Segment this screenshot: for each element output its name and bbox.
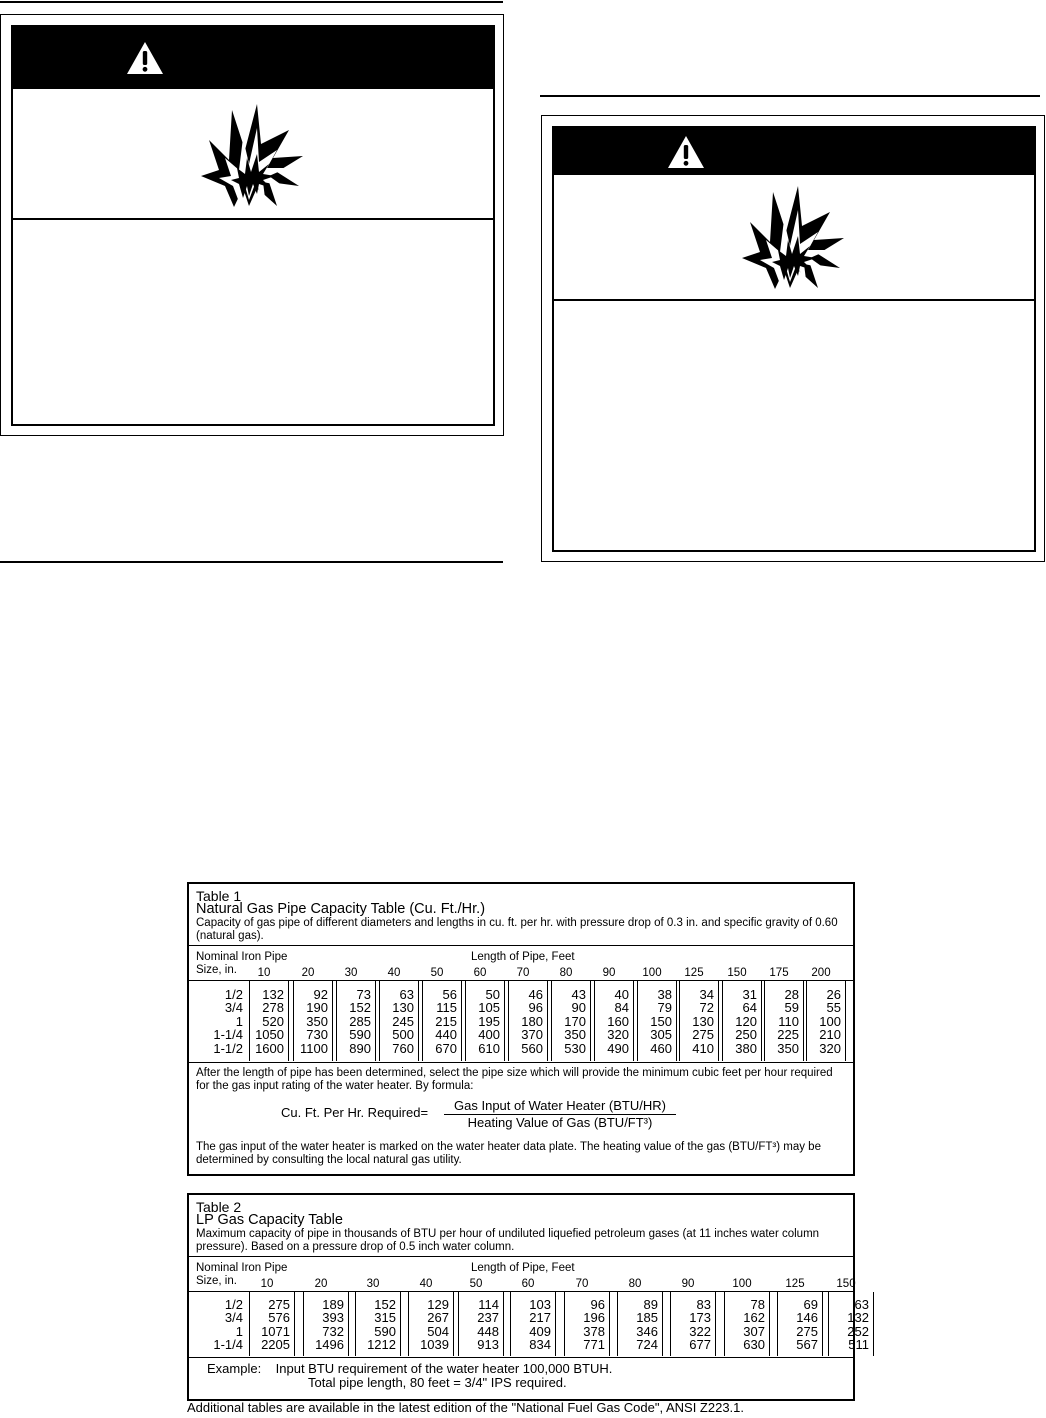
length-label: 80 bbox=[559, 967, 573, 979]
capacity-cell: 152 bbox=[349, 1000, 371, 1016]
table2-label: Table 2 bbox=[196, 1199, 242, 1215]
capacity-cell: 56 bbox=[442, 987, 457, 1002]
capacity-cell: 115 bbox=[436, 1000, 457, 1016]
pipe-size-cell: 1 bbox=[235, 1013, 243, 1029]
length-label: 125 bbox=[684, 967, 704, 979]
table2-description: Maximum capacity of pipe in thousands of BTU per hour of undiluted liquefied petroleum gases (at 11 inches water column pressure). Based on a pressure drop of 0.5 inch water column. bbox=[196, 1228, 820, 1253]
data-column bbox=[617, 1292, 663, 1356]
capacity-cell: 275 bbox=[796, 1323, 818, 1339]
capacity-cell: 64 bbox=[742, 1000, 757, 1016]
capacity-cell: 103 bbox=[529, 1297, 551, 1312]
capacity-cell: 132 bbox=[847, 1310, 869, 1326]
capacity-cell: 72 bbox=[699, 1000, 714, 1016]
capacity-cell: 63 bbox=[399, 987, 414, 1002]
capacity-cell: 237 bbox=[477, 1310, 499, 1326]
capacity-cell: 1039 bbox=[420, 1337, 449, 1353]
capacity-cell: 46 bbox=[528, 987, 543, 1002]
length-label: 40 bbox=[419, 1278, 433, 1290]
warning-header bbox=[554, 128, 1034, 175]
capacity-cell: 1212 bbox=[367, 1337, 396, 1353]
capacity-cell: 63 bbox=[854, 1297, 869, 1312]
capacity-cell: 350 bbox=[564, 1027, 586, 1043]
mid-left-rule bbox=[0, 561, 503, 563]
table1-sizes bbox=[189, 988, 243, 1055]
capacity-cell: 378 bbox=[583, 1323, 605, 1339]
capacity-cell: 393 bbox=[322, 1310, 344, 1326]
data-column bbox=[379, 981, 419, 1061]
capacity-cell: 189 bbox=[322, 1297, 344, 1312]
capacity-cell: 195 bbox=[478, 1013, 500, 1029]
capacity-cell: 152 bbox=[374, 1297, 396, 1312]
capacity-cell: 89 bbox=[643, 1297, 658, 1312]
data-column bbox=[806, 981, 846, 1061]
footnote: Additional tables are available in the latest edition of the "National Fuel Gas Code", ANSI Z223.1. bbox=[187, 1400, 745, 1415]
data-column bbox=[336, 981, 376, 1061]
data-column bbox=[465, 981, 505, 1061]
capacity-cell: 350 bbox=[777, 1040, 799, 1056]
capacity-cell: 90 bbox=[571, 1000, 586, 1016]
table1-length-labels bbox=[189, 967, 849, 981]
capacity-cell: 370 bbox=[521, 1027, 543, 1043]
capacity-cell: 132 bbox=[262, 987, 284, 1002]
capacity-cell: 150 bbox=[650, 1013, 672, 1029]
pipe-size-cell: 1/2 bbox=[224, 987, 243, 1002]
table2-title: LP Gas Capacity Table bbox=[196, 1212, 343, 1228]
capacity-cell: 196 bbox=[583, 1310, 605, 1326]
warning-triangle-icon bbox=[667, 135, 705, 169]
capacity-cell: 890 bbox=[349, 1040, 371, 1056]
length-label: 20 bbox=[314, 1278, 328, 1290]
pipe-size-cell: 1 bbox=[235, 1323, 243, 1339]
table1-description: Capacity of gas pipe of different diameters and lengths in cu. ft. per hr. with pressure drop of 0.3 in. and specific gravity of 0.60 (natural gas). bbox=[196, 917, 838, 942]
table1-size-header-1: Nominal Iron Pipe bbox=[196, 951, 288, 963]
data-column bbox=[551, 981, 591, 1061]
table1-natural-gas bbox=[187, 882, 855, 1176]
data-column bbox=[828, 1292, 874, 1356]
capacity-cell: 120 bbox=[735, 1013, 757, 1029]
formula-numerator: Gas Input of Water Heater (BTU/HR) bbox=[454, 1098, 666, 1113]
length-label: 30 bbox=[366, 1278, 380, 1290]
warning-divider bbox=[13, 218, 493, 220]
capacity-cell: 43 bbox=[571, 987, 586, 1002]
capacity-cell: 322 bbox=[689, 1323, 711, 1339]
capacity-cell: 130 bbox=[692, 1013, 714, 1029]
capacity-cell: 92 bbox=[313, 987, 328, 1002]
warning-box-right bbox=[541, 115, 1045, 562]
table1-title: Natural Gas Pipe Capacity Table (Cu. Ft./Hr.) bbox=[196, 901, 486, 917]
section-divider bbox=[189, 945, 853, 946]
warning-box-inner bbox=[552, 126, 1036, 552]
table2-example-line1: Example: Input BTU requirement of the water heater 100,000 BTUH. bbox=[207, 1361, 613, 1376]
length-label: 10 bbox=[257, 967, 271, 979]
capacity-cell: 31 bbox=[742, 987, 757, 1002]
capacity-cell: 130 bbox=[392, 1000, 414, 1016]
length-label: 70 bbox=[516, 967, 530, 979]
capacity-cell: 724 bbox=[636, 1337, 658, 1353]
capacity-cell: 511 bbox=[848, 1337, 869, 1353]
capacity-cell: 400 bbox=[478, 1027, 500, 1043]
data-column bbox=[508, 981, 548, 1061]
capacity-cell: 146 bbox=[796, 1310, 818, 1326]
capacity-cell: 730 bbox=[306, 1027, 328, 1043]
capacity-cell: 96 bbox=[590, 1297, 605, 1312]
capacity-cell: 460 bbox=[650, 1040, 672, 1056]
capacity-cell: 28 bbox=[784, 987, 799, 1002]
capacity-cell: 83 bbox=[696, 1297, 711, 1312]
length-label: 10 bbox=[260, 1278, 274, 1290]
data-column bbox=[637, 981, 677, 1061]
capacity-cell: 500 bbox=[392, 1027, 414, 1043]
capacity-cell: 210 bbox=[819, 1027, 841, 1043]
data-column bbox=[724, 1292, 770, 1356]
length-label: 20 bbox=[301, 967, 315, 979]
warning-triangle-icon bbox=[126, 41, 164, 75]
capacity-cell: 576 bbox=[268, 1310, 290, 1326]
formula-label: Cu. Ft. Per Hr. Required= bbox=[281, 1105, 429, 1120]
top-right-rule bbox=[540, 95, 1040, 97]
capacity-cell: 252 bbox=[847, 1323, 869, 1339]
capacity-cell: 245 bbox=[392, 1013, 414, 1029]
capacity-cell: 55 bbox=[826, 1000, 841, 1016]
data-column bbox=[764, 981, 804, 1061]
data-column bbox=[679, 981, 719, 1061]
pipe-size-cell: 3/4 bbox=[224, 1310, 243, 1326]
data-column bbox=[408, 1292, 454, 1356]
capacity-cell: 1071 bbox=[261, 1323, 290, 1339]
length-label: 70 bbox=[575, 1278, 589, 1290]
capacity-cell: 78 bbox=[750, 1297, 765, 1312]
capacity-cell: 173 bbox=[689, 1310, 711, 1326]
capacity-cell: 275 bbox=[268, 1297, 290, 1312]
capacity-cell: 350 bbox=[306, 1013, 328, 1029]
capacity-cell: 185 bbox=[636, 1310, 658, 1326]
capacity-cell: 448 bbox=[477, 1323, 499, 1339]
capacity-cell: 677 bbox=[689, 1337, 711, 1353]
formula-denominator: Heating Value of Gas (BTU/FT³) bbox=[467, 1115, 653, 1130]
capacity-cell: 590 bbox=[349, 1027, 371, 1043]
capacity-cell: 560 bbox=[521, 1040, 543, 1056]
capacity-cell: 913 bbox=[477, 1337, 499, 1353]
table1-length-header: Length of Pipe, Feet bbox=[471, 951, 575, 963]
length-label: 80 bbox=[628, 1278, 642, 1290]
capacity-cell: 114 bbox=[478, 1297, 499, 1312]
capacity-cell: 307 bbox=[743, 1323, 765, 1339]
capacity-cell: 79 bbox=[657, 1000, 672, 1016]
length-label: 50 bbox=[469, 1278, 483, 1290]
capacity-cell: 630 bbox=[743, 1337, 765, 1353]
capacity-cell: 190 bbox=[306, 1000, 328, 1016]
capacity-cell: 834 bbox=[529, 1337, 551, 1353]
capacity-cell: 38 bbox=[657, 987, 672, 1002]
data-column bbox=[249, 981, 289, 1061]
table1-note1: After the length of pipe has been determined, select the pipe size which will provide the minimum cubic feet per hour required for the gas input rating of the water heater. By formula: bbox=[196, 1067, 833, 1092]
capacity-cell: 34 bbox=[699, 987, 714, 1002]
length-label: 30 bbox=[344, 967, 358, 979]
length-label: 90 bbox=[681, 1278, 695, 1290]
table2-body bbox=[189, 1292, 869, 1356]
table1-note2: The gas input of the water heater is marked on the water heater data plate. The heating value of the gas (BTU/FT³) may be determined by consulting the local natural gas utility. bbox=[196, 1141, 821, 1166]
capacity-cell: 250 bbox=[735, 1027, 757, 1043]
capacity-cell: 440 bbox=[435, 1027, 457, 1043]
length-label: 100 bbox=[642, 967, 662, 979]
capacity-cell: 346 bbox=[636, 1323, 658, 1339]
length-label: 60 bbox=[473, 967, 487, 979]
capacity-cell: 40 bbox=[614, 987, 629, 1002]
length-label: 60 bbox=[521, 1278, 535, 1290]
capacity-cell: 73 bbox=[356, 987, 371, 1002]
capacity-cell: 771 bbox=[583, 1337, 605, 1353]
pipe-size-cell: 1/2 bbox=[224, 1297, 243, 1312]
data-column bbox=[564, 1292, 610, 1356]
data-column bbox=[249, 1292, 295, 1356]
capacity-cell: 520 bbox=[262, 1013, 284, 1029]
capacity-cell: 320 bbox=[819, 1040, 841, 1056]
data-column bbox=[777, 1292, 823, 1356]
length-label: 90 bbox=[602, 967, 616, 979]
pipe-size-cell: 1-1/4 bbox=[213, 1027, 243, 1043]
section-divider bbox=[189, 1357, 853, 1358]
warning-header bbox=[13, 27, 493, 89]
length-label: 100 bbox=[732, 1278, 752, 1290]
table1-label: Table 1 bbox=[196, 888, 242, 904]
section-divider bbox=[189, 1062, 853, 1063]
warning-box-inner bbox=[11, 25, 495, 426]
capacity-cell: 490 bbox=[607, 1040, 629, 1056]
capacity-cell: 105 bbox=[478, 1000, 500, 1016]
capacity-cell: 285 bbox=[349, 1013, 371, 1029]
capacity-cell: 26 bbox=[826, 987, 841, 1002]
capacity-cell: 84 bbox=[614, 1000, 629, 1016]
capacity-cell: 180 bbox=[521, 1013, 543, 1029]
pipe-size-cell: 1-1/2 bbox=[213, 1040, 243, 1056]
table2-size-header-2: Size, in. bbox=[196, 1275, 237, 1287]
length-label: 175 bbox=[769, 967, 789, 979]
table1-size-header-2: Size, in. bbox=[196, 964, 237, 976]
capacity-cell: 69 bbox=[803, 1297, 818, 1312]
capacity-cell: 2205 bbox=[261, 1337, 290, 1353]
capacity-cell: 217 bbox=[529, 1310, 551, 1326]
table2-size-header-1: Nominal Iron Pipe bbox=[196, 1262, 288, 1274]
table2-example-line2: Total pipe length, 80 feet = 3/4" IPS required. bbox=[308, 1375, 567, 1390]
length-label: 150 bbox=[727, 967, 747, 979]
capacity-cell: 409 bbox=[529, 1323, 551, 1339]
table2-length-labels bbox=[189, 1278, 856, 1292]
data-column bbox=[303, 1292, 349, 1356]
capacity-cell: 129 bbox=[427, 1297, 449, 1312]
data-column bbox=[293, 981, 333, 1061]
warning-box-left bbox=[0, 14, 504, 436]
capacity-cell: 100 bbox=[819, 1013, 841, 1029]
capacity-cell: 320 bbox=[607, 1027, 629, 1043]
capacity-cell: 1050 bbox=[255, 1027, 284, 1043]
length-label: 125 bbox=[785, 1278, 805, 1290]
pipe-size-cell: 3/4 bbox=[224, 1000, 243, 1016]
top-left-rule bbox=[0, 1, 503, 3]
length-label: 200 bbox=[811, 967, 831, 979]
capacity-cell: 530 bbox=[564, 1040, 586, 1056]
table1-body bbox=[189, 981, 853, 1061]
capacity-cell: 305 bbox=[650, 1027, 672, 1043]
capacity-cell: 110 bbox=[778, 1013, 799, 1029]
data-column bbox=[355, 1292, 401, 1356]
length-label: 150 bbox=[836, 1278, 856, 1290]
data-column bbox=[722, 981, 762, 1061]
data-column bbox=[670, 1292, 716, 1356]
capacity-cell: 567 bbox=[796, 1337, 818, 1353]
data-column bbox=[594, 981, 634, 1061]
capacity-cell: 590 bbox=[374, 1323, 396, 1339]
capacity-cell: 225 bbox=[777, 1027, 799, 1043]
capacity-cell: 670 bbox=[435, 1040, 457, 1056]
capacity-cell: 380 bbox=[735, 1040, 757, 1056]
capacity-cell: 50 bbox=[485, 987, 500, 1002]
capacity-cell: 610 bbox=[478, 1040, 500, 1056]
capacity-cell: 1100 bbox=[300, 1040, 328, 1056]
capacity-cell: 1600 bbox=[255, 1040, 284, 1056]
capacity-cell: 760 bbox=[392, 1040, 414, 1056]
data-column bbox=[422, 981, 462, 1061]
explosion-icon bbox=[740, 184, 850, 294]
capacity-cell: 504 bbox=[427, 1323, 449, 1339]
data-column bbox=[510, 1292, 556, 1356]
pipe-size-cell: 1-1/4 bbox=[213, 1337, 243, 1353]
explosion-icon bbox=[199, 102, 309, 212]
warning-divider bbox=[554, 299, 1034, 301]
capacity-cell: 162 bbox=[743, 1310, 765, 1326]
data-column bbox=[458, 1292, 504, 1356]
capacity-cell: 275 bbox=[692, 1027, 714, 1043]
capacity-cell: 160 bbox=[607, 1013, 629, 1029]
capacity-cell: 267 bbox=[427, 1310, 449, 1326]
capacity-cell: 410 bbox=[692, 1040, 714, 1056]
capacity-cell: 315 bbox=[374, 1310, 396, 1326]
length-label: 50 bbox=[430, 967, 444, 979]
capacity-cell: 278 bbox=[262, 1000, 284, 1016]
section-divider bbox=[189, 1256, 853, 1257]
capacity-cell: 96 bbox=[528, 1000, 543, 1016]
table2-length-header: Length of Pipe, Feet bbox=[471, 1262, 575, 1274]
capacity-cell: 1496 bbox=[315, 1337, 344, 1353]
capacity-cell: 732 bbox=[322, 1323, 344, 1339]
capacity-cell: 170 bbox=[564, 1013, 586, 1029]
table2-sizes bbox=[189, 1298, 243, 1352]
capacity-cell: 59 bbox=[784, 1000, 799, 1016]
length-label: 40 bbox=[387, 967, 401, 979]
table2-lp-gas bbox=[187, 1193, 869, 1401]
capacity-cell: 215 bbox=[435, 1013, 457, 1029]
